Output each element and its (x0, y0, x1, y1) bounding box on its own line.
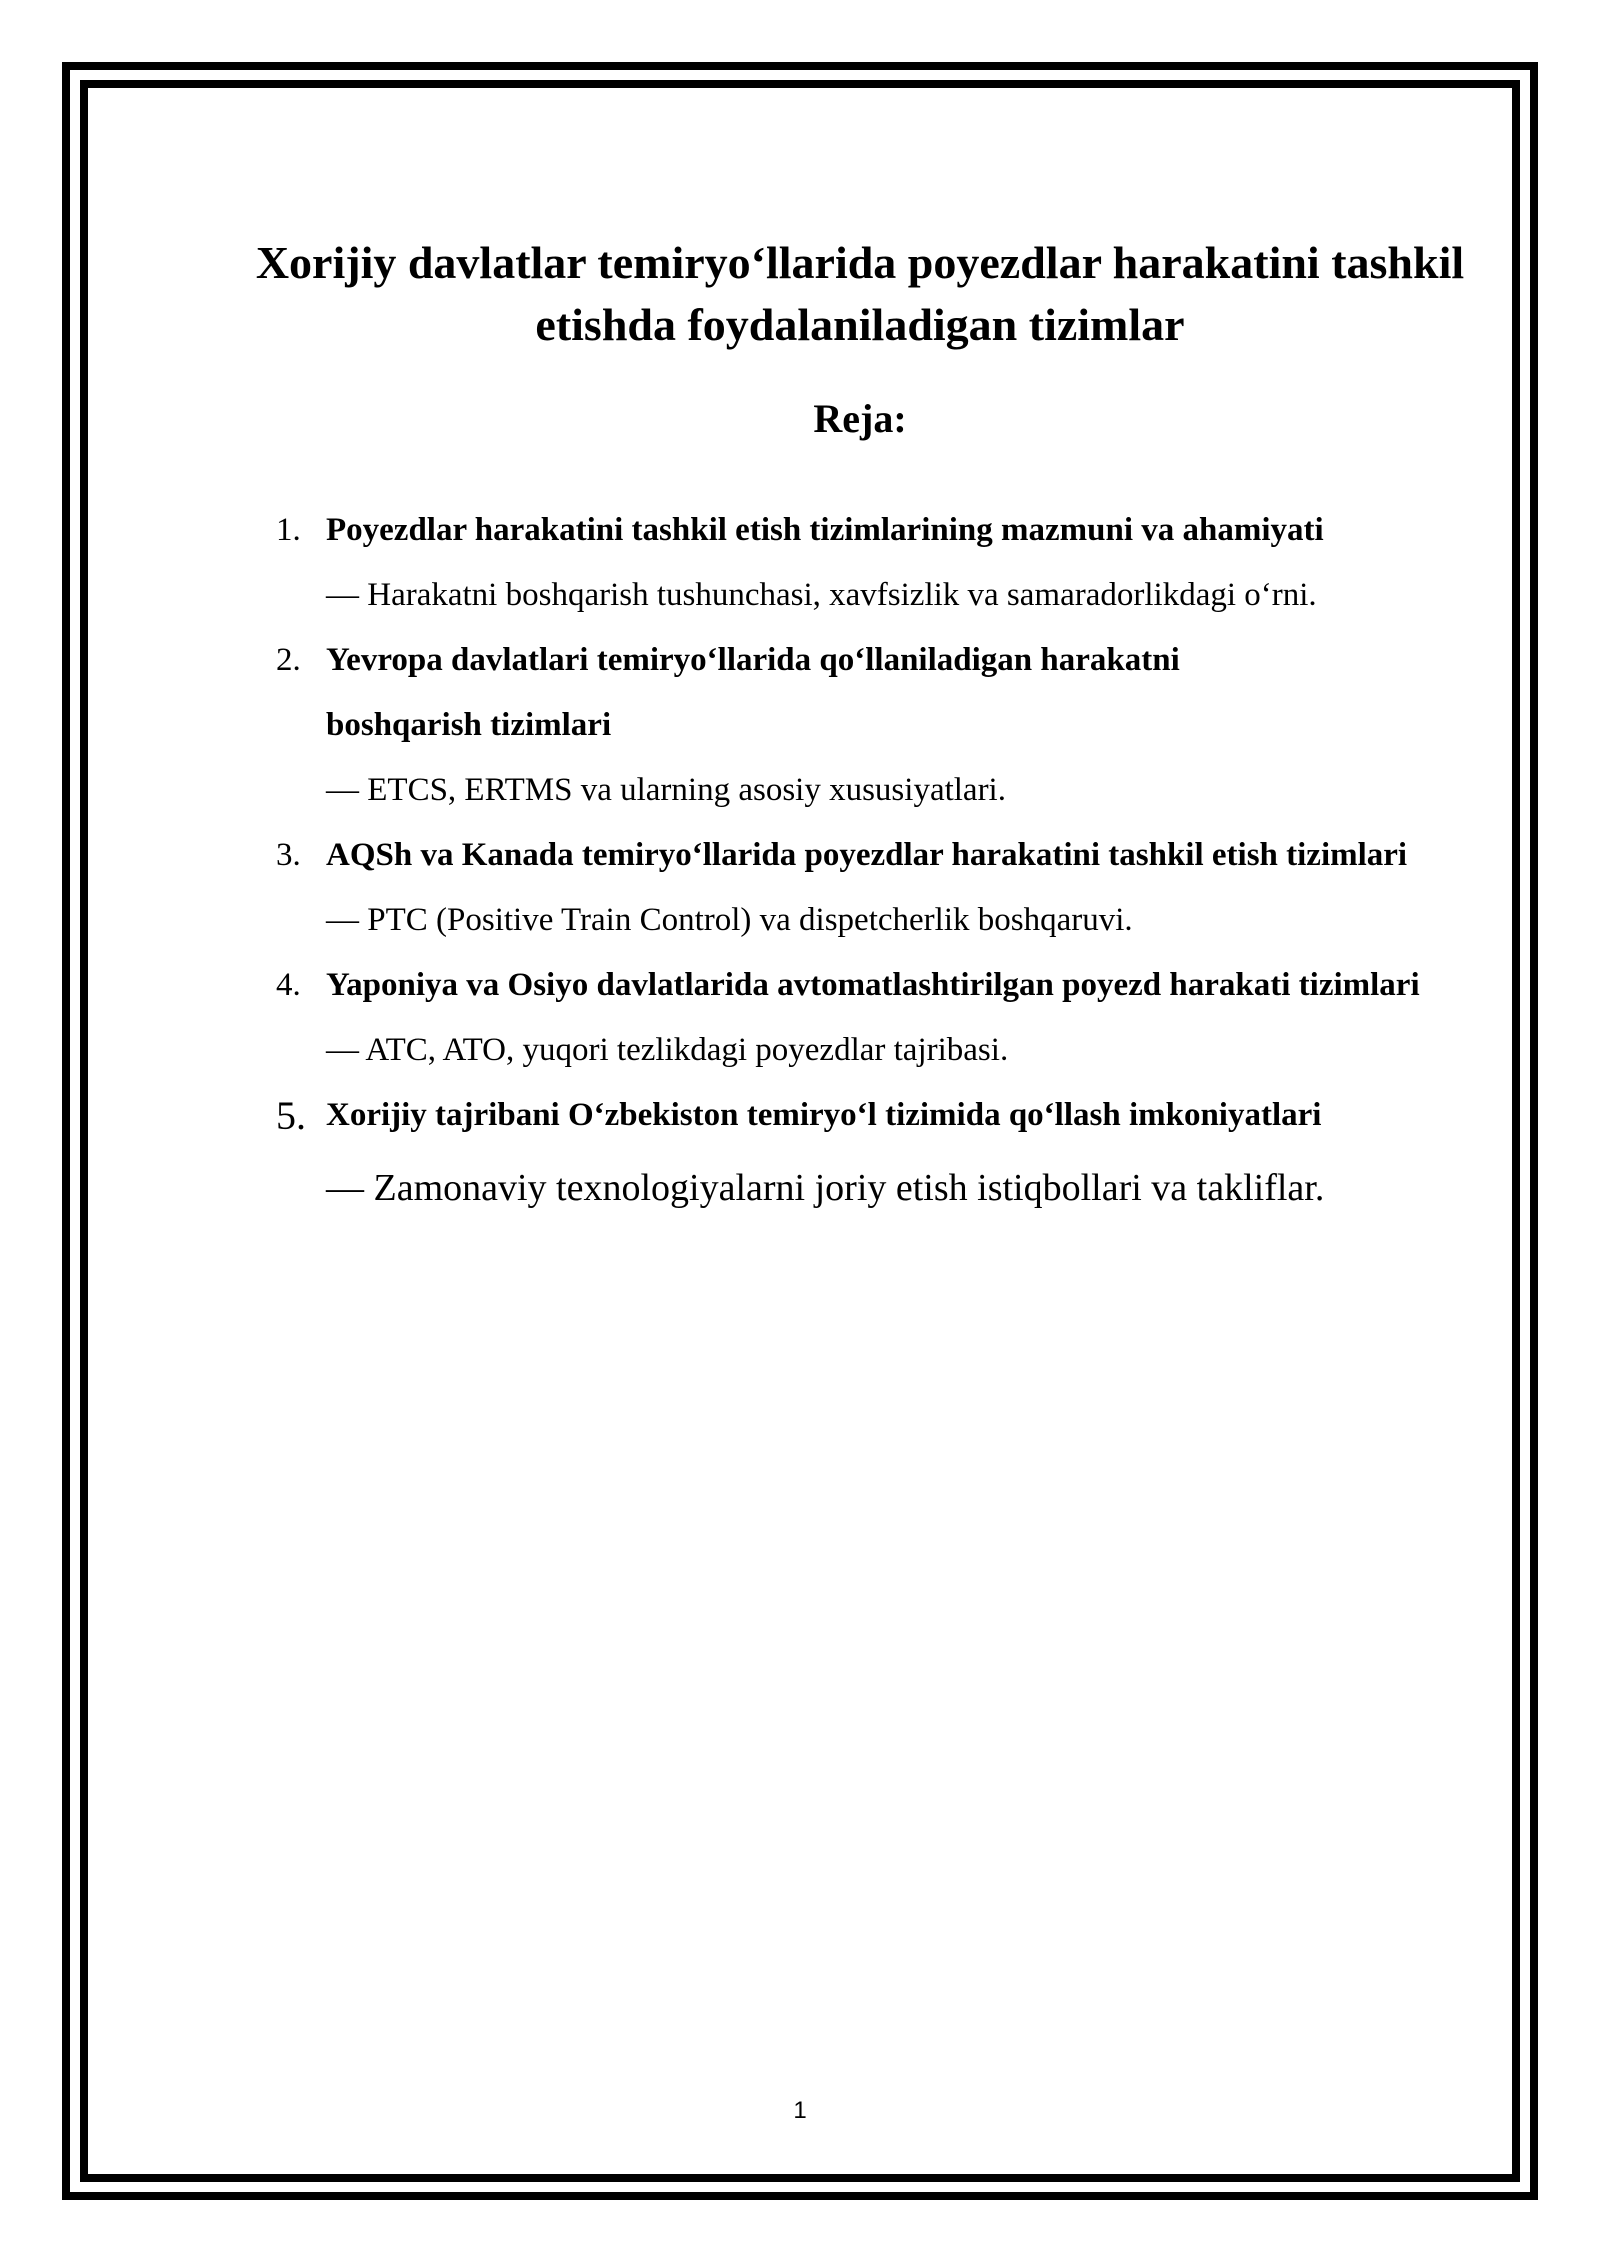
plan-list (276, 498, 1476, 1228)
plan-item (276, 498, 1476, 628)
plan-item-heading: AQSh va Kanada temiryo‘llarida poyezdlar harakatini tashkil etish tizimlari (326, 837, 1408, 873)
plan-item-number: 5. (276, 1093, 306, 1138)
plan-item (276, 1083, 1476, 1228)
plan-item-number: 1. (276, 512, 301, 548)
plan-item-number: 4. (276, 967, 301, 1003)
plan-item-description: — Harakatni boshqarish tushunchasi, xavfsizlik va samaradorlikdagi o‘rni. (326, 577, 1317, 613)
page-number: 1 (793, 2097, 807, 2124)
plan-item-number: 2. (276, 642, 301, 678)
plan-item (276, 628, 1476, 823)
plan-item-heading: Xorijiy tajribani O‘zbekiston temiryo‘l tizimida qo‘llash imkoniyatlari (326, 1097, 1322, 1133)
plan-item-description: — PTC (Positive Train Control) va dispetcherlik boshqaruvi. (326, 902, 1133, 938)
plan-heading: Reja: (813, 396, 907, 441)
plan-item-heading: Yevropa davlatlari temiryo‘llarida qo‘llaniladigan harakatni boshqarish tizimlari (326, 642, 1180, 743)
plan-item (276, 823, 1476, 953)
plan-item (276, 953, 1476, 1083)
plan-item-description: — ETCS, ERTMS va ularning asosiy xususiyatlari. (326, 772, 1006, 808)
plan-item-number: 3. (276, 837, 301, 873)
plan-item-heading: Poyezdlar harakatini tashkil etish tizimlarining mazmuni va ahamiyati (326, 512, 1324, 548)
document-title: Xorijiy davlatlar temiryo‘llarida poyezdlar harakatini tashkil etishda foydalaniladigan tizimlar (255, 237, 1465, 350)
plan-item-heading: Yaponiya va Osiyo davlatlarida avtomatlashtirilgan poyezd harakati tizimlari (326, 967, 1420, 1003)
plan-item-description: — Zamonaviy texnologiyalarni joriy etish istiqbollari va takliflar. (326, 1167, 1325, 1209)
plan-item-description: — ATC, ATO, yuqori tezlikdagi poyezdlar tajribasi. (326, 1032, 1009, 1068)
